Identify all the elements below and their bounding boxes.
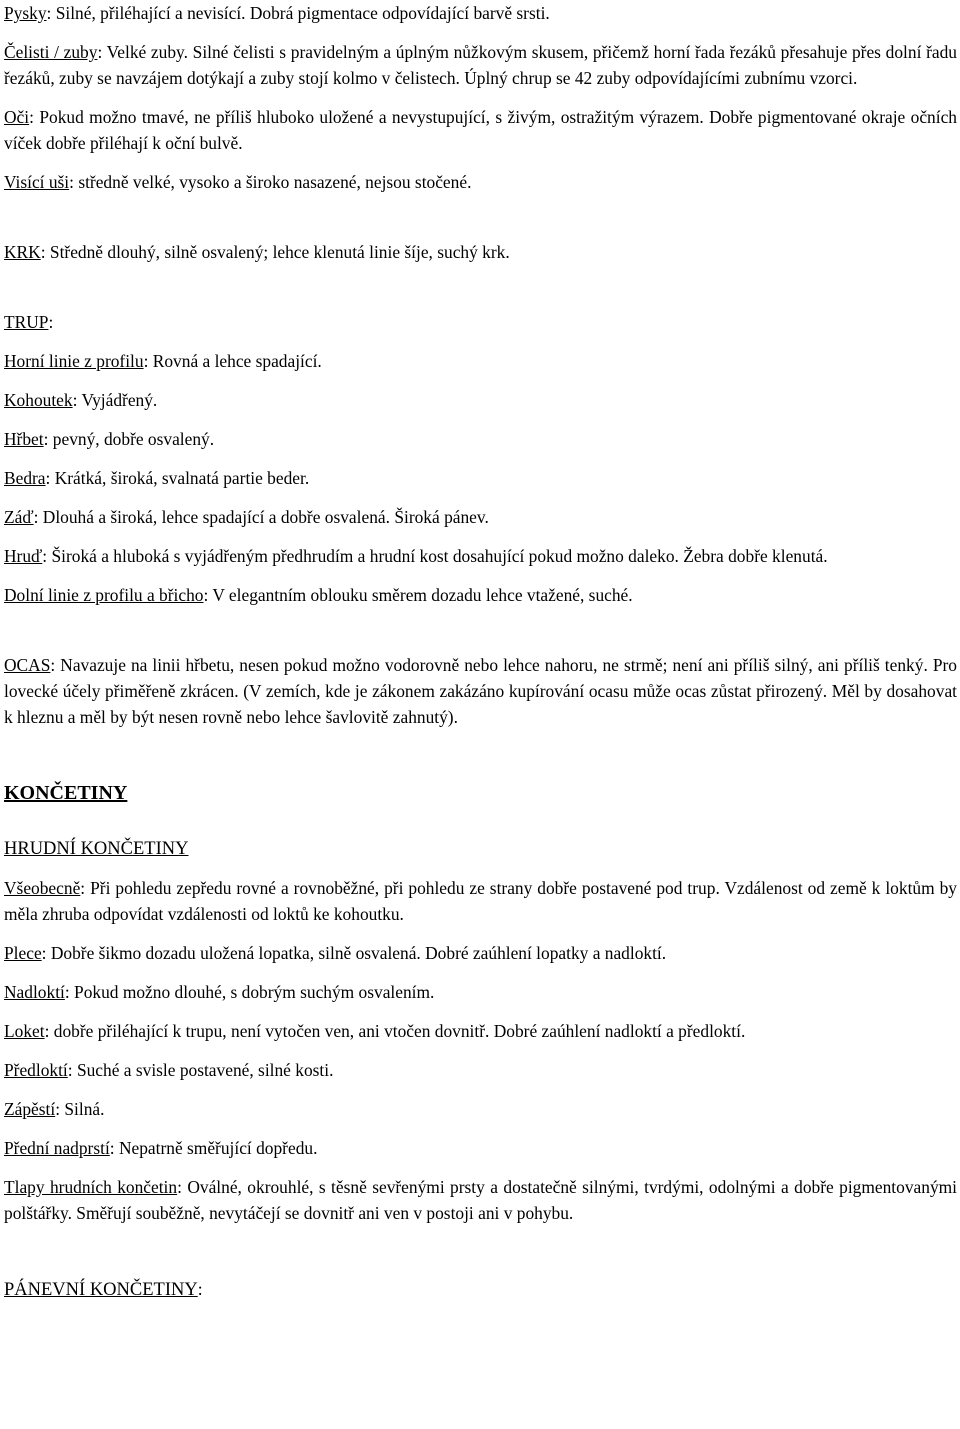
label-predlokti: Předloktí (4, 1060, 68, 1080)
paragraph-dolni-linie (4, 582, 957, 608)
paragraph-hrbet (4, 426, 957, 452)
text-zapesti: : Silná. (55, 1099, 105, 1119)
label-bedra: Bedra (4, 468, 46, 488)
paragraph-plece (4, 940, 957, 966)
label-vseobecne: Všeobecně (4, 878, 81, 898)
text-pysky: : Silné, přiléhající a nevisící. Dobrá pigmentace odpovídající barvě srsti. (46, 3, 550, 23)
heading-koncetiny (4, 780, 957, 806)
paragraph-hrud (4, 543, 957, 569)
text-nadprsti: : Nepatrně směřující dopředu. (109, 1138, 318, 1158)
paragraph-kohoutek (4, 387, 957, 413)
label-celisti: Čelisti / zuby (4, 42, 98, 62)
paragraph-nadlokti (4, 979, 957, 1005)
text-krk: : Středně dlouhý, silně osvalený; lehce klenutá linie šíje, suchý krk. (40, 242, 510, 262)
paragraph-predlokti (4, 1057, 957, 1083)
text-zad: : Dlouhá a široká, lehce spadající a dobře osvalená. Široká pánev. (33, 507, 489, 527)
text-dolni-linie: : V elegantním oblouku směrem dozadu lehce vtažené, suché. (203, 585, 633, 605)
text-trup: : (48, 312, 54, 332)
label-tlapy: Tlapy hrudních končetin (4, 1177, 178, 1197)
text-nadlokti: : Pokud možno dlouhé, s dobrým suchým osvalením. (64, 982, 435, 1002)
text-horni-linie: : Rovná a lehce spadající. (143, 351, 322, 371)
label-zad: Záď (4, 507, 34, 527)
text-vseobecne: : Při pohledu zepředu rovné a rovnoběžné, při pohledu ze strany dobře postavené pod trup. Vzdálenost od země k loktům by měla zhruba odpovídat vzdálenosti od loktů ke kohoutku. (4, 878, 957, 924)
text-bedra: : Krátká, široká, svalnatá partie beder. (45, 468, 310, 488)
paragraph-ocas (4, 652, 957, 730)
paragraph-loket (4, 1018, 957, 1044)
label-nadprsti: Přední nadprstí (4, 1138, 110, 1158)
text-predlokti: : Suché a svisle postavené, silné kosti. (67, 1060, 334, 1080)
text-usi: : středně velké, vysoko a široko nasazené, nejsou stočené. (69, 172, 472, 192)
label-oci: Oči (4, 107, 30, 127)
label-hrud: Hruď (4, 546, 43, 566)
text-hrbet: : pevný, dobře osvalený. (43, 429, 215, 449)
paragraph-oci (4, 104, 957, 156)
text-loket: : dobře přiléhající k trupu, není vytočen ven, ani vtočen dovnitř. Dobré zaúhlení nadloktí a předloktí. (44, 1021, 746, 1041)
paragraph-celisti (4, 39, 957, 91)
label-koncetiny: KONČETINY (4, 782, 128, 804)
paragraph-trup (4, 309, 957, 335)
label-zapesti: Zápěstí (4, 1099, 56, 1119)
paragraph-usi (4, 169, 957, 195)
label-trup: TRUP (4, 312, 49, 332)
paragraph-tlapy (4, 1174, 957, 1226)
text-hrud: : Široká a hluboká s vyjádřeným předhrudím a hrudní kost dosahující pokud možno daleko. Žebra dobře klenutá. (42, 546, 828, 566)
text-tlapy: : Oválné, okrouhlé, s těsně sevřenými prsty a dostatečně silnými, tvrdými, odolnými a dobře pigmentovanými polštářky. Směřují souběžně, nevytáčejí se dovnitř ani ven v postoji ani v pohybu. (4, 1177, 957, 1223)
label-plece: Plece (4, 943, 42, 963)
paragraph-zapesti (4, 1096, 957, 1122)
text-celisti: : Velké zuby. Silné čelisti s pravidelným a úplným nůžkovým skusem, přičemž horní řada řezáků přesahuje přes dolní řadu řezáků, zuby se navzájem dotýkají a zuby stojí kolmo v čelistech. Úplný chrup se 42 zuby odpovídajícími zubnímu vzorci. (4, 42, 957, 88)
label-kohoutek: Kohoutek (4, 390, 73, 410)
label-panevni-koncetiny: PÁNEVNÍ KONČETINY (4, 1280, 198, 1300)
text-oci: : Pokud možno tmavé, ne příliš hluboko uložené a nevystupující, s živým, ostražitým výrazem. Dobře pigmentované okraje očních víček dobře přiléhají k oční bulvě. (4, 107, 957, 153)
heading-panevni-koncetiny (4, 1276, 957, 1303)
heading-hrudni-koncetiny (4, 835, 957, 862)
paragraph-bedra (4, 465, 957, 491)
label-pysky: Pysky (4, 3, 47, 23)
document-page (4, 0, 957, 1303)
paragraph-vseobecne (4, 875, 957, 927)
text-panevni-koncetiny: : (197, 1279, 203, 1299)
paragraph-pysky (4, 0, 957, 26)
text-plece: : Dobře šikmo dozadu uložená lopatka, silně osvalená. Dobré zaúhlení lopatky a nadloktí. (41, 943, 667, 963)
label-dolni-linie: Dolní linie z profilu a břicho (4, 585, 204, 605)
paragraph-nadprsti (4, 1135, 957, 1161)
label-nadlokti: Nadloktí (4, 982, 65, 1002)
label-ocas: OCAS (4, 655, 51, 675)
text-kohoutek: : Vyjádřený. (72, 390, 158, 410)
label-hrbet: Hřbet (4, 429, 44, 449)
label-krk: KRK (4, 242, 41, 262)
label-horni-linie: Horní linie z profilu (4, 351, 144, 371)
label-loket: Loket (4, 1021, 45, 1041)
label-hrudni-koncetiny: HRUDNÍ KONČETINY (4, 839, 189, 859)
label-usi: Visící uši (4, 172, 70, 192)
paragraph-horni-linie (4, 348, 957, 374)
paragraph-krk (4, 239, 957, 265)
paragraph-zad (4, 504, 957, 530)
text-ocas: : Navazuje na linii hřbetu, nesen pokud možno vodorovně nebo lehce nahoru, ne strmě; není ani příliš silný, ani příliš tenký. Pro lovecké účely přiměřeně zkrácen. (V zemích, kde je zákonem zakázáno kupírování ocasu může ocas zůstat přirozený. Měl by dosahovat k hleznu a měl by být nesen rovně nebo lehce šavlovitě zahnutý). (4, 655, 957, 727)
